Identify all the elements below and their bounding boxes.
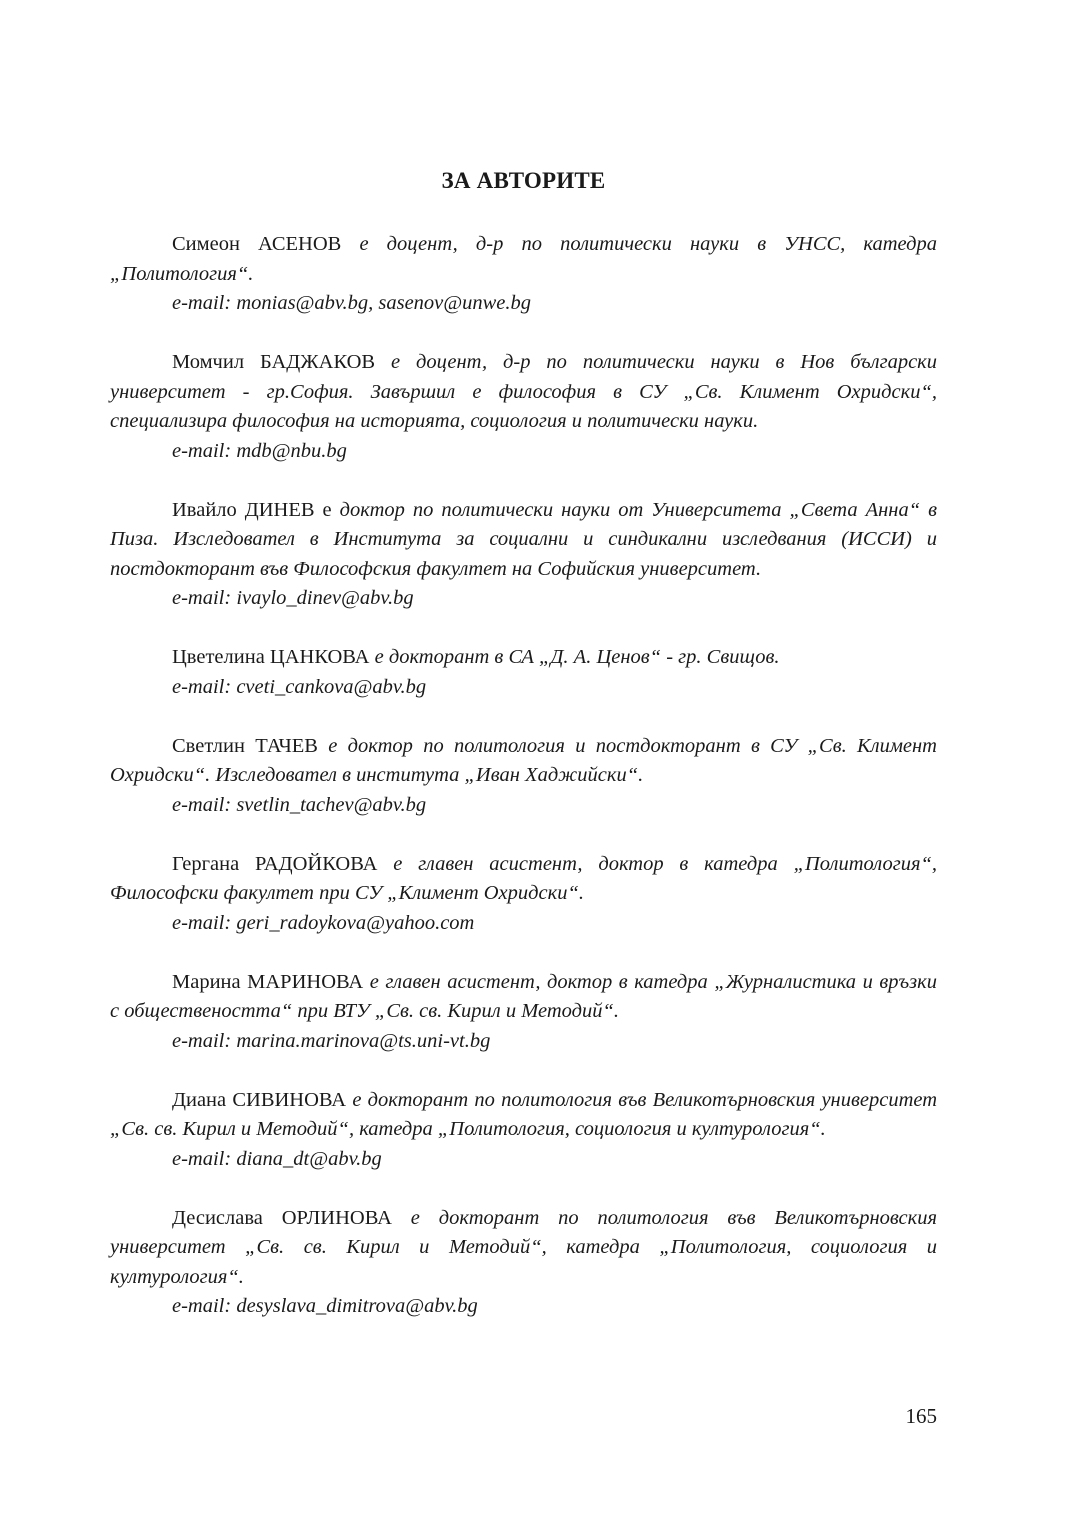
- authors-list: [110, 230, 937, 1351]
- author-name: Цветелина ЦАНКОВА: [172, 646, 370, 668]
- author-entry: [110, 496, 937, 614]
- author-bio: [110, 1204, 937, 1293]
- author-name: Десислава ОРЛИНОВА: [172, 1206, 392, 1229]
- author-bio: [110, 850, 937, 909]
- author-entry: [110, 732, 937, 821]
- author-bio: [110, 496, 937, 585]
- author-description: доктор по политически науки от Университета „Света Анна“ в Пиза. Изследовател в Института за социални и синдикални изследвания (ИССИ) и постдокторант във Философския факултет на Софийския университет.: [110, 498, 938, 580]
- author-description: е доцент, д-р по политически науки в Нов български университет - гр.София. Завършил е философия в СУ „Св. Климент Охридски“, специализира философия на историята, социология и политически науки.: [110, 351, 938, 432]
- author-entry: [110, 850, 937, 939]
- author-bio: [110, 643, 937, 673]
- page-number: 165: [905, 1404, 937, 1428]
- author-entry: [110, 643, 937, 702]
- author-description: е докторант в СА „Д. А. Ценов“ - гр. Свищов.: [374, 646, 780, 668]
- author-bio: [110, 968, 937, 1027]
- author-name: Симеон АСЕНОВ: [172, 233, 342, 255]
- author-entry: [110, 968, 937, 1057]
- author-name: Марина МАРИНОВА: [172, 970, 364, 993]
- author-email: e-mail: marina.marinova@ts.uni-vt.bg: [172, 1029, 491, 1052]
- author-bio: [110, 348, 937, 437]
- author-email: e-mail: ivaylo_dinev@abv.bg: [172, 587, 414, 609]
- page-title: ЗА АВТОРИТЕ: [441, 168, 606, 193]
- author-name: Гергана РАДОЙКОВА: [172, 852, 378, 875]
- author-description: е главен асистент, доктор в катедра „Политология“, Философски факултет при СУ „Климент Охридски“.: [110, 852, 937, 904]
- author-email: e-mail: monias@abv.bg, sasenov@unwe.bg: [172, 292, 532, 314]
- author-bio: [110, 732, 937, 791]
- author-name: Ивайло ДИНЕВ е: [172, 498, 332, 521]
- author-email: e-mail: geri_radoykova@yahoo.com: [172, 911, 475, 934]
- document-page: [110, 0, 937, 1534]
- author-name: Диана СИВИНОВА: [172, 1088, 347, 1111]
- author-bio: [110, 1086, 937, 1145]
- author-description: е докторант по политология във Великотърновския университет „Св. св. Кирил и Методий“, катедра „Политология, социология и културология“.: [110, 1206, 937, 1288]
- author-email: e-mail: mdb@nbu.bg: [172, 439, 347, 462]
- author-bio: [110, 230, 937, 289]
- author-description: е доктор по политология и постдокторант в СУ „Св. Климент Охридски“. Изследовател в института „Иван Хаджийски“.: [110, 734, 937, 786]
- author-email: e-mail: diana_dt@abv.bg: [172, 1147, 382, 1170]
- author-description: е доцент, д-р по политически науки в УНСС, катедра „Политология“.: [110, 233, 938, 285]
- author-email: e-mail: desyslava_dimitrova@abv.bg: [172, 1295, 478, 1317]
- author-entry: [110, 1086, 937, 1175]
- author-description: е докторант по политология във Великотърновския университет „Св. св. Кирил и Методий“, катедра „Политология, социология и културология“.: [110, 1088, 938, 1140]
- author-entry: [110, 1204, 937, 1322]
- author-email: e-mail: svetlin_tachev@abv.bg: [172, 793, 427, 816]
- author-description: е главен асистент, доктор в катедра „Журналистика и връзки с обществеността“ при ВТУ „Св. св. Кирил и Методий“.: [110, 970, 938, 1022]
- author-name: Момчил БАДЖАКОВ: [172, 351, 376, 373]
- author-name: Светлин ТАЧЕВ: [172, 734, 318, 757]
- author-entry: [110, 348, 937, 466]
- author-entry: [110, 230, 937, 319]
- author-email: e-mail: cveti_cankova@abv.bg: [172, 675, 427, 698]
